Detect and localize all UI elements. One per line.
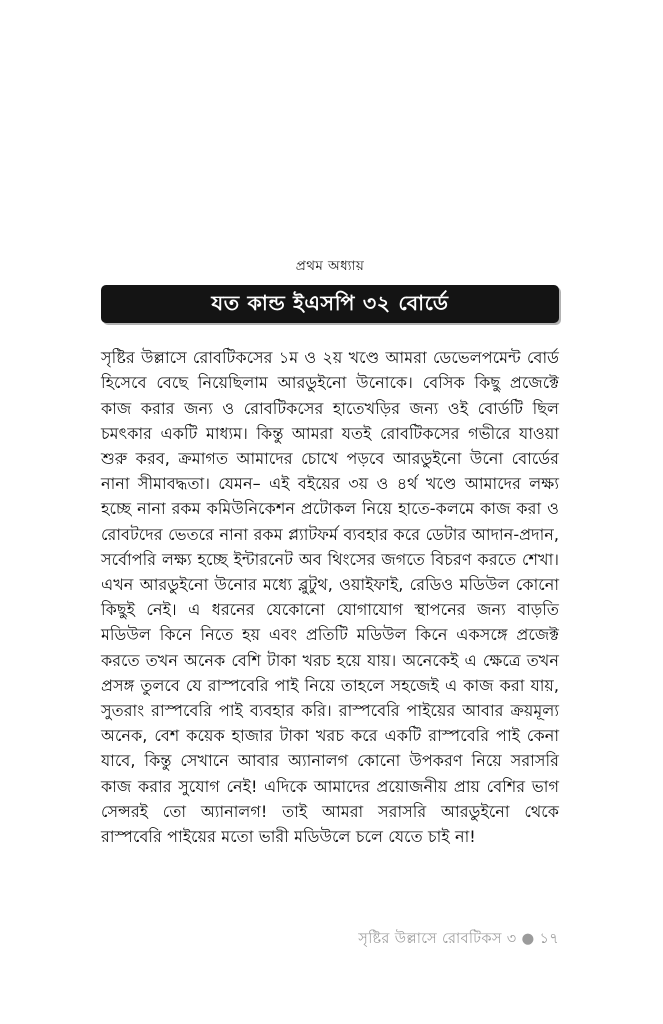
page-content [101,258,559,849]
chapter-label: প্রথম অধ্যায় [295,258,365,274]
body-paragraph: সৃষ্টির উল্লাসে রোবটিকসের ১ম ও ২য় খণ্ডে আমরা ডেভেলপমেন্ট বোর্ড হিসেবে বেছে নিয়েছিলাম আরডুইনো উনোকে। বেসিক কিছু প্রজেক্টে কাজ করার জন্য ও রোবটিকসের হাতেখড়ির জন্য ওই বোর্ডটি ছিল চমৎকার একটি মাধ্যম। কিন্তু আমরা যতই রোবটিকসের গভীরে যাওয়া শুরু করব, ক্রমাগত আমাদের চোখে পড়বে আরডুইনো উনো বোর্ডের নানা সীমাবদ্ধতা। যেমন– এই বইয়ের ৩য় ও ৪র্থ খণ্ডে আমাদের লক্ষ্য হচ্ছে নানা রকম কমিউনিকেশন প্রটোকল নিয়ে হাতে-কলমে কাজ করা ও রোবটদের ভেতরে নানা রকম প্ল্যাটফর্ম ব্যবহার করে ডেটার আদান-প্রদান, সর্বোপরি লক্ষ্য হচ্ছে ইন্টারনেট অব থিংসের জগতে বিচরণ করতে শেখা। এখন আরডুইনো উনোর মধ্যে ব্লুটুথ, ওয়াইফাই, রেডিও মডিউল কোনো কিছুই নেই। এ ধরনের যেকোনো যোগাযোগ স্থাপনের জন্য বাড়তি মডিউল কিনে নিতে হয় এবং প্রতিটি মডিউল কিনে একসঙ্গে প্রজেক্ট করতে তখন অনেক বেশি টাকা খরচ হয়ে যায়। অনেকেই এ ক্ষেত্রে তখন প্রসঙ্গ তুলবে যে রাস্পবেরি পাই নিয়ে তাহলে সহজেই এ কাজ করা যায়, সুতরাং রাস্পবেরি পাই ব্যবহার করি। রাস্পবেরি পাইয়ের আবার ক্রয়মূল্য অনেক, বেশ কয়েক হাজার টাকা খরচ করে একটি রাস্পবেরি পাই কেনা যাবে, কিন্তু সেখানে আবার অ্যানালগ কোনো উপকরণ নিয়ে সরাসরি কাজ করার সুযোগ নেই! এদিকে আমাদের প্রয়োজনীয় প্রায় বেশির ভাগ সেন্সরই তো অ্যানালগ! তাই আমরা সরাসরি আরডুইনো থেকে রাস্পবেরি পাইয়ের মতো ভারী মডিউলে চলে যেতে চাই না! [101,348,559,847]
page-footer [101,930,559,948]
chapter-title: যত কান্ড ইএসপি ৩২ বোর্ডে [211,290,449,315]
chapter-title-bar [101,285,559,323]
footer-text: সৃষ্টির উল্লাসে রোবটিকস ৩ ● ১৭ [358,930,559,947]
